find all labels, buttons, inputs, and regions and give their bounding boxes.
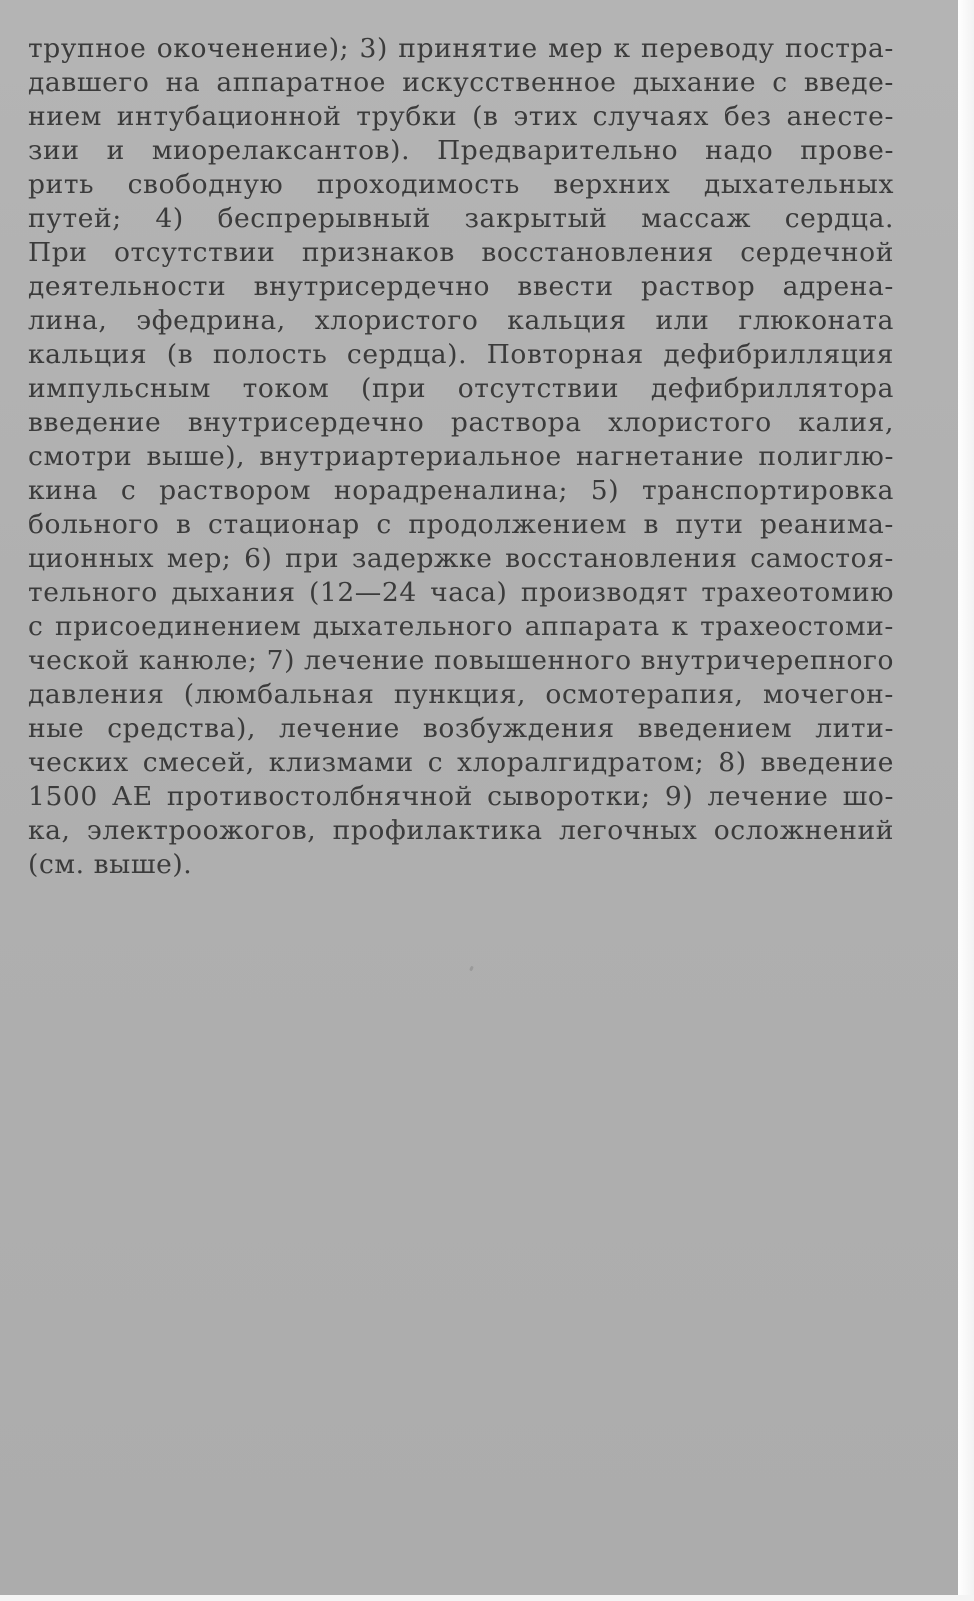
text-line: При отсутствии признаков восстановления сердечной (28, 237, 894, 268)
text-line: введение внутрисердечно раствора хлористого калия, (28, 407, 894, 438)
text-line: зии и миорелаксантов). Предварительно надо прове- (28, 135, 894, 166)
text-line: кальция (в полость сердца). Повторная дефибрилляция (28, 339, 894, 370)
text-line: кина с раствором норадреналина; 5) транспортировка (28, 475, 894, 506)
scan-margin-right (958, 0, 974, 1601)
text-line: с присоединением дыхательного аппарата к трахеостоми- (28, 611, 894, 642)
text-line: ные средства), лечение возбуждения введением лити- (28, 713, 894, 744)
text-line: давления (люмбальная пункция, осмотерапия, мочегон- (28, 679, 894, 710)
text-line: импульсным током (при отсутствии дефибриллятора (28, 373, 894, 404)
text-line: давшего на аппаратное искусственное дыхание с введе- (28, 67, 894, 98)
text-line: больного в стационар с продолжением в пути реанима- (28, 509, 894, 540)
text-line: ческой канюле; 7) лечение повышенного внутричерепного (28, 645, 894, 676)
text-line: ческих смесей, клизмами с хлоралгидратом; 8) введение (28, 747, 894, 778)
text-line: нием интубационной трубки (в этих случаях без анесте- (28, 101, 894, 132)
text-line: 1500 АЕ противостолбнячной сыворотки; 9) лечение шо- (28, 781, 894, 812)
text-line-last: (см. выше). (28, 849, 193, 880)
text-line: деятельности внутрисердечно ввести раствор адрена- (28, 271, 894, 302)
scan-margin-bottom (0, 1595, 974, 1601)
text-line: тельного дыхания (12—24 часа) производят трахеотомию (28, 577, 894, 608)
text-line: ционных мер; 6) при задержке восстановления самостоя- (28, 543, 894, 574)
text-line: путей; 4) беспрерывный закрытый массаж сердца. (28, 203, 894, 234)
paper-speck (469, 966, 474, 972)
text-line: рить свободную проходимость верхних дыхательных (28, 169, 894, 200)
text-line: смотри выше), внутриартериальное нагнетание полиглю- (28, 441, 894, 472)
text-line: ка, электроожогов, профилактика легочных осложнений (28, 815, 894, 846)
text-line: трупное окоченение); 3) принятие мер к переводу постра- (28, 33, 894, 64)
text-line: лина, эфедрина, хлористого кальция или глюконата (28, 305, 894, 336)
page-text (28, 32, 894, 882)
